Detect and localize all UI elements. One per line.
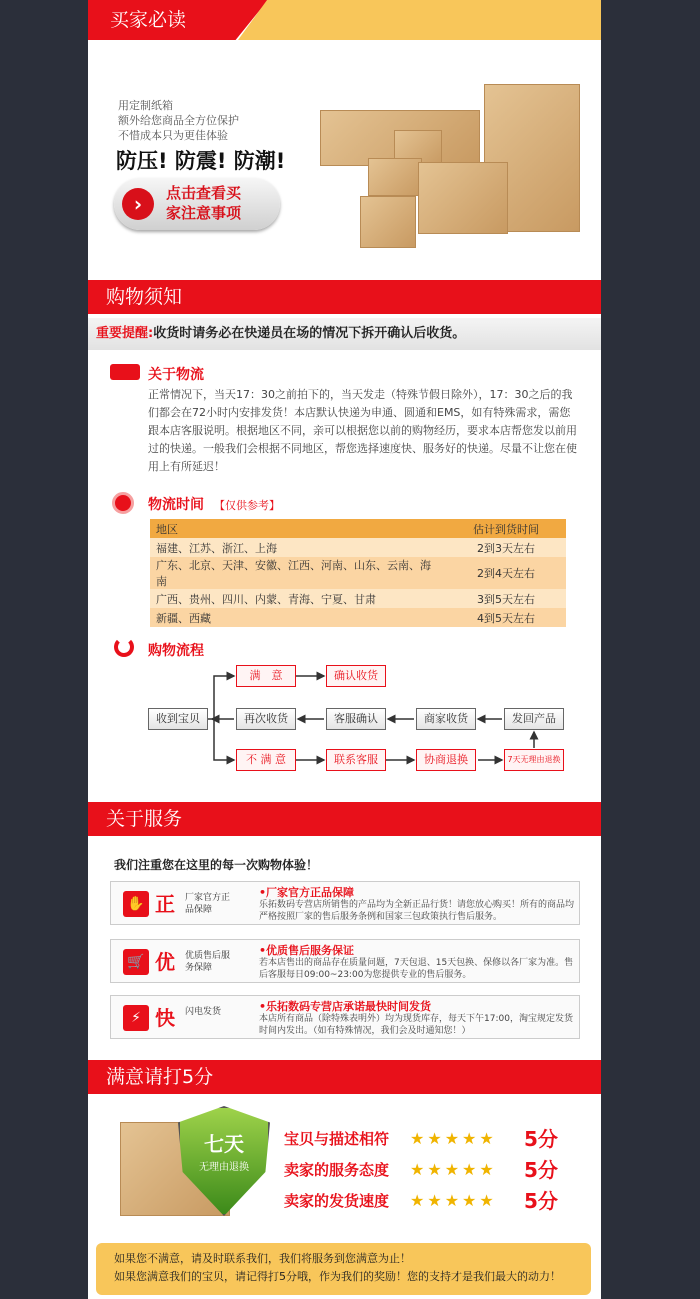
table-row	[150, 538, 566, 557]
flow-node-unsatisfied: 不 满 意	[236, 749, 296, 771]
table-cell: 广西、贵州、四川、内蒙、青海、宁夏、甘肃	[150, 589, 446, 608]
service-item-genuine	[110, 881, 580, 925]
table-cell: 3到5天左右	[446, 589, 566, 608]
delivery-note: 【仅供参考】	[214, 499, 280, 512]
section-title-buyer: 买家必读	[110, 9, 187, 31]
footer-line: 如果您满意我们的宝贝，请记得打5分哦，作为我们的奖励！您的支持才是我们最大的动力！	[114, 1270, 561, 1283]
flow-node-merchant: 商家收货	[416, 708, 476, 730]
flow-node-contact: 联系客服	[326, 749, 386, 771]
badge-bottom: 无理由退换	[199, 1162, 249, 1173]
rating-item	[284, 1186, 584, 1216]
table-cell: 4到5天左右	[446, 608, 566, 627]
rating-label: 宝贝与描述相符	[284, 1130, 390, 1148]
button-line: 家注意事项	[166, 204, 242, 222]
star-icon: ★★★★★	[410, 1191, 497, 1210]
rating-score: 5分	[524, 1158, 558, 1182]
footer-line: 如果您不满意，请及时联系我们，我们将服务到您满意为止！	[114, 1252, 411, 1265]
hero-line: 额外给您商品全方位保护	[118, 114, 239, 127]
section-title-service: 关于服务	[106, 808, 183, 830]
service-label: 厂家官方正品保障	[185, 893, 231, 915]
section-header-buyer	[88, 0, 601, 40]
service-label: 优质售后服务保障	[185, 951, 231, 973]
footer-note	[96, 1243, 591, 1295]
table-cell: 2到3天左右	[446, 538, 566, 557]
service-body: 若本店售出的商品存在质量问题，7天包退、15天包换、保修以各厂家为准。售后客服每日09:00~23:00为您提供专业的售后服务。	[259, 958, 574, 980]
flow-node-seven-day: 7天无理由退换	[504, 749, 564, 771]
badge-top: 七天	[204, 1132, 244, 1156]
rating-label: 卖家的发货速度	[284, 1192, 390, 1210]
service-label: 闪电发货	[185, 1007, 222, 1017]
service-body: 本店所有商品（除特殊表明外）均为现货库存，每天下午17:00，淘宝规定发货时间内发出。（如有特殊情况，我们会及时通知您！）	[259, 1014, 573, 1036]
hero-slogan: 防压! 防震! 防潮!	[116, 149, 286, 173]
important-notice	[88, 318, 601, 350]
logistics-text: 正常情况下，当天17：30之前拍下的，当天发走（特殊节假日除外），17：30之后的我们都会在72小时内安排发货！本店默认快递为申通、圆通和EMS，如有特殊需求，需您跟本店客服说明。根据地区不同，亲可以根据您以前的购物经历，要求本店帮您发以前用过的快递。一般我们会根据不同地区，帮您选择速度快、服务好的快递。尽量不让您在使用上有所延迟！	[148, 388, 577, 473]
view-notice-button[interactable]	[114, 178, 280, 230]
flow-node-satisfied: 满 意	[236, 665, 296, 687]
service-char: 优	[155, 950, 175, 974]
table-header: 估计到货时间	[446, 519, 566, 538]
cart-icon: 🛒	[123, 949, 149, 975]
rating-score: 5分	[524, 1189, 558, 1213]
flow-node-negotiate: 协商退换	[416, 749, 476, 771]
delivery-title: 物流时间	[148, 497, 204, 513]
table-header: 地区	[150, 519, 446, 538]
clock-icon	[112, 492, 134, 514]
table-row	[150, 608, 566, 627]
star-icon: ★★★★★	[410, 1129, 497, 1148]
section-header-rating	[88, 1060, 601, 1100]
service-item-aftersale	[110, 939, 580, 983]
flow-title: 购物流程	[148, 643, 204, 659]
table-row	[150, 589, 566, 608]
flow-node-receive: 收到宝贝	[148, 708, 208, 730]
service-intro: 我们注重您在这里的每一次购物体验！	[114, 858, 319, 872]
chevron-right-icon: ›	[122, 188, 154, 220]
rating-item	[284, 1124, 584, 1154]
flow-node-cs-confirm: 客服确认	[326, 708, 386, 730]
service-head: •厂家官方正品保障	[259, 886, 355, 899]
page	[88, 0, 601, 1299]
service-body: 乐拓数码专营店所销售的产品均为全新正品行货！请您放心购买！所有的商品均严格按照厂家的售后服务条例和国家三包政策执行售后服务。	[259, 900, 575, 922]
rating-score: 5分	[524, 1127, 558, 1151]
rating-label: 卖家的服务态度	[284, 1161, 390, 1179]
star-icon: ★★★★★	[410, 1160, 497, 1179]
hero-text	[118, 98, 239, 143]
notice-lead: 重要提醒:	[96, 326, 154, 341]
section-header-shopping	[88, 280, 601, 320]
table-header-row	[150, 519, 566, 538]
table-cell: 福建、江苏、浙江、上海	[150, 538, 446, 557]
truck-icon	[110, 364, 140, 380]
lightning-icon: ⚡	[123, 1005, 149, 1031]
section-title-rating: 满意请打5分	[106, 1066, 214, 1088]
flow-node-confirm: 确认收货	[326, 665, 386, 687]
service-head: •优质售后服务保证	[259, 944, 355, 957]
table-row	[150, 557, 566, 589]
flow-node-return: 发回产品	[504, 708, 564, 730]
section-header-service	[88, 802, 601, 842]
service-char: 正	[155, 892, 175, 916]
logistics-title: 关于物流	[148, 367, 204, 383]
handshake-icon: ✋	[123, 891, 149, 917]
table-cell: 广东、北京、天津、安徽、江西、河南、山东、云南、海南	[150, 557, 446, 589]
notice-text: 收货时请务必在快递员在场的情况下拆开确认后收货。	[153, 326, 466, 341]
service-char: 快	[155, 1006, 175, 1030]
service-item-shipping	[110, 995, 580, 1039]
button-line: 点击查看买	[166, 184, 242, 202]
service-head: •乐拓数码专营店承诺最快时间发货	[259, 1000, 432, 1013]
table-cell: 新疆、西藏	[150, 608, 446, 627]
flow-node-recheck: 再次收货	[236, 708, 296, 730]
section-title-shopping: 购物须知	[106, 286, 183, 308]
delivery-table	[150, 519, 566, 627]
hero-line: 不惜成本只为更佳体验	[118, 129, 228, 142]
table-cell: 2到4天左右	[446, 557, 566, 589]
rating-item	[284, 1155, 584, 1185]
hero-line: 用定制纸箱	[118, 99, 173, 112]
